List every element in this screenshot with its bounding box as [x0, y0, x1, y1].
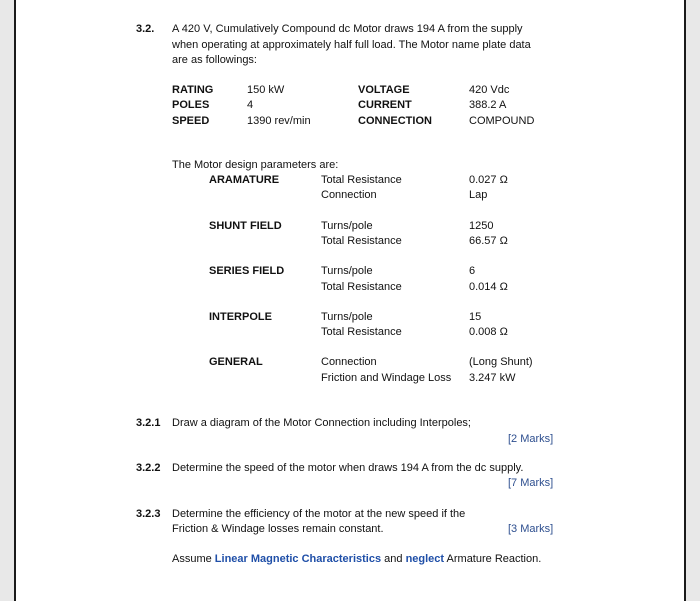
nameplate-value-rating: 150 kW: [247, 84, 285, 96]
subquestion-text: Friction & Windage losses remain constant.: [172, 523, 384, 535]
param-value: 6: [469, 265, 476, 277]
group-name: SERIES FIELD: [209, 265, 285, 277]
param-label: Connection: [321, 189, 377, 201]
subquestion-number: 3.2.2: [136, 462, 161, 474]
group-name: ARAMATURE: [209, 174, 280, 186]
group-name: INTERPOLE: [209, 311, 272, 323]
param-value: Lap: [469, 189, 488, 201]
param-value: 3.247 kW: [469, 372, 516, 384]
question-text-line-1: A 420 V, Cumulatively Compound dc Motor draws 194 A from the supply: [172, 23, 523, 35]
marks-label: [3 Marks]: [508, 523, 554, 535]
nameplate-label-poles: POLES: [172, 99, 210, 111]
nameplate-value-poles: 4: [247, 99, 254, 111]
left-page-edge: [0, 0, 16, 601]
assumption-note: [172, 552, 541, 567]
nameplate-value-connection: COMPOUND: [469, 115, 535, 127]
design-intro: The Motor design parameters are:: [172, 159, 339, 171]
param-value: 0.027 Ω: [469, 174, 508, 186]
param-value: 0.014 Ω: [469, 281, 508, 293]
nameplate-value-voltage: 420 Vdc: [469, 84, 510, 96]
param-label: Turns/pole: [321, 311, 373, 323]
param-value: 66.57 Ω: [469, 235, 508, 247]
subquestion-text: Determine the efficiency of the motor at the new speed if the: [172, 508, 466, 520]
group-name: GENERAL: [209, 356, 263, 368]
nameplate-label-current: CURRENT: [358, 99, 412, 111]
param-value: (Long Shunt): [469, 356, 533, 368]
param-label: Turns/pole: [321, 265, 373, 277]
nameplate-value-current: 388.2 A: [469, 99, 507, 111]
nameplate-label-connection: CONNECTION: [358, 115, 432, 127]
right-page-edge: [684, 0, 700, 601]
note-suffix: Armature Reaction.: [444, 553, 542, 565]
marks-label: [2 Marks]: [508, 433, 554, 445]
param-label: Total Resistance: [321, 326, 402, 338]
question-text-line-3: are as followings:: [172, 54, 257, 66]
param-label: Total Resistance: [321, 174, 402, 186]
param-label: Connection: [321, 356, 377, 368]
subquestion-text: Determine the speed of the motor when draws 194 A from the dc supply.: [172, 462, 524, 474]
question-text-line-2: when operating at approximately half full load. The Motor name plate data: [172, 39, 531, 51]
param-label: Turns/pole: [321, 220, 373, 232]
note-mid: and: [381, 553, 406, 565]
param-value: 15: [469, 311, 482, 323]
marks-label: [7 Marks]: [508, 477, 554, 489]
note-emphasis-linear: Linear Magnetic Characteristics: [214, 553, 382, 565]
nameplate-label-voltage: VOLTAGE: [358, 84, 410, 96]
subquestion-number: 3.2.3: [136, 508, 161, 520]
subquestion-text: Draw a diagram of the Motor Connection including Interpoles;: [172, 417, 471, 429]
param-label: Friction and Windage Loss: [321, 372, 452, 384]
nameplate-label-speed: SPEED: [172, 115, 210, 127]
note-prefix: Assume: [172, 553, 215, 565]
param-label: Total Resistance: [321, 281, 402, 293]
subquestion-number: 3.2.1: [136, 417, 161, 429]
note-emphasis-neglect: neglect: [405, 553, 445, 565]
nameplate-value-speed: 1390 rev/min: [247, 115, 311, 127]
question-number: 3.2.: [136, 23, 155, 35]
group-name: SHUNT FIELD: [209, 220, 282, 232]
param-value: 1250: [469, 220, 494, 232]
nameplate-label-rating: RATING: [172, 84, 214, 96]
param-value: 0.008 Ω: [469, 326, 508, 338]
param-label: Total Resistance: [321, 235, 402, 247]
